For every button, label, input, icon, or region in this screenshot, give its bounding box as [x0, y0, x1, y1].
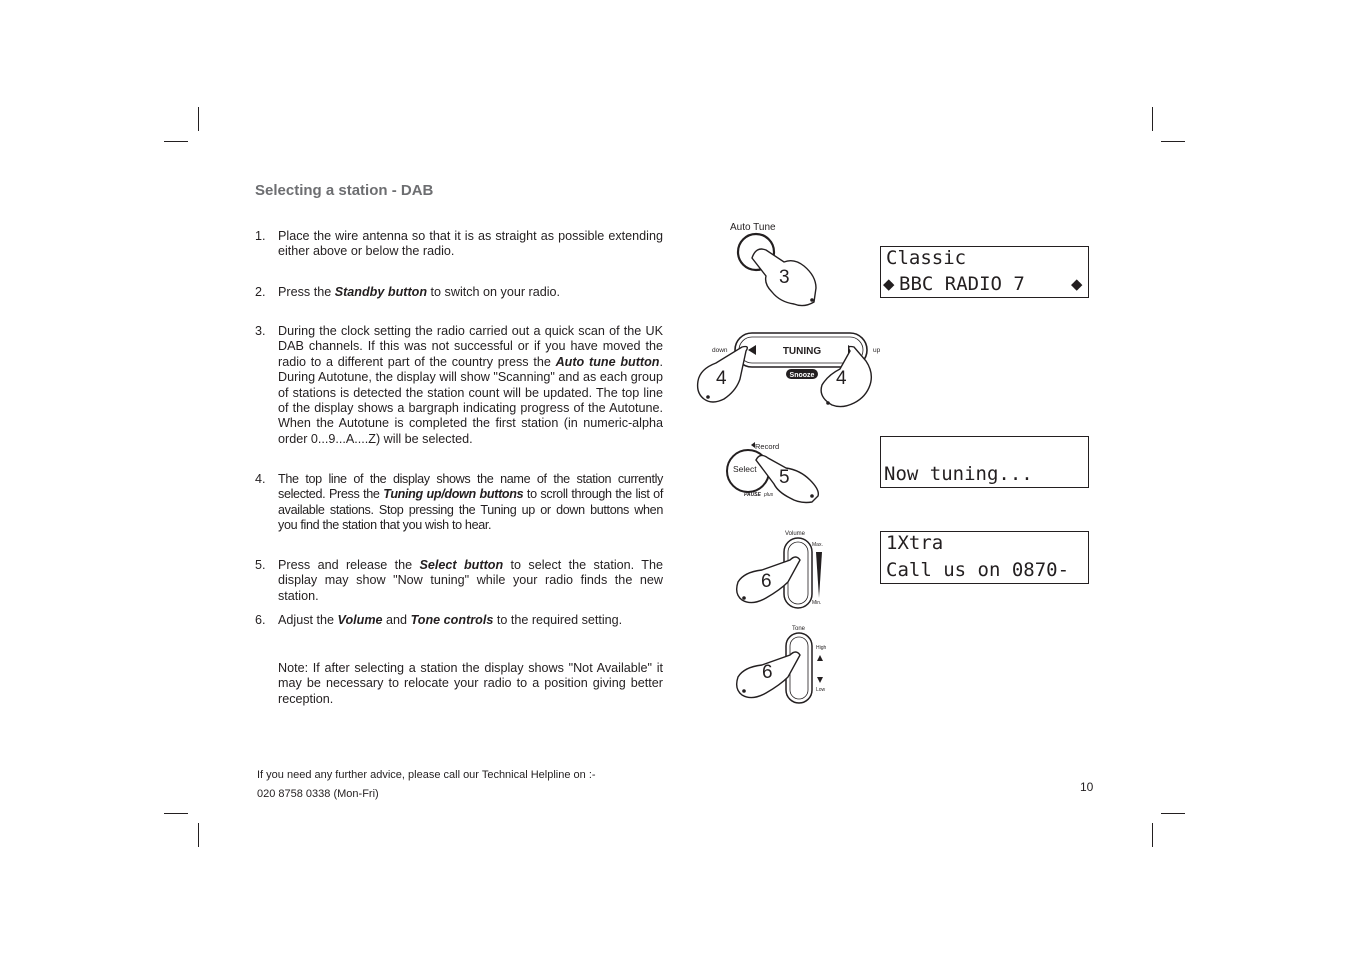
- step-text-segment: to the required setting.: [493, 613, 623, 627]
- step-callout: 4: [716, 368, 727, 389]
- step-text-segment: During the clock setting the radio carried out a quick scan of the UK DAB channels. If this was not successful or if you have moved the radio to a different part of the country press the: [278, 324, 663, 369]
- min-label: Min.: [812, 600, 822, 606]
- step-text: [278, 472, 663, 534]
- tone-illustration: [730, 621, 840, 705]
- step-callout: 6: [761, 571, 772, 592]
- crop-mark: [1152, 823, 1153, 847]
- step-callout: 5: [779, 467, 790, 488]
- control-name: Standby button: [334, 285, 428, 299]
- step-text-segment: and: [382, 613, 411, 627]
- tone-down-arrow-icon: [817, 677, 823, 683]
- step-callout: 4: [836, 368, 847, 389]
- tone-label: Tone: [792, 626, 806, 632]
- select-label: Select: [733, 464, 757, 474]
- tuning-illustration: [690, 325, 890, 415]
- page-title: Selecting a station - DAB: [255, 182, 434, 199]
- autotune-illustration: [720, 218, 860, 310]
- step-text-segment: to scroll through the list of available stations. Stop pressing the Tuning up or down buttons when you find the station that you wish to hear.: [278, 487, 663, 533]
- step-3: [255, 324, 663, 447]
- step-5: [255, 558, 663, 604]
- step-text: [278, 229, 663, 260]
- step-text: [278, 324, 663, 447]
- step-number: 5.: [255, 558, 266, 572]
- crop-mark: [1161, 141, 1185, 142]
- step-text-segment: Press and release the: [278, 558, 420, 572]
- tone-up-arrow-icon: [817, 655, 823, 661]
- volume-illustration: [730, 526, 840, 610]
- step-text-segment: to select the station. The display may show "Now tuning" while your radio finds the new station.: [278, 558, 664, 603]
- down-label: down: [712, 347, 728, 354]
- lcd-display-xtra: [880, 531, 1089, 584]
- control-name: Auto tune button: [555, 354, 660, 369]
- control-name: Tone controls: [410, 613, 494, 627]
- helpline-number: 020 8758 0338 (Mon-Fri): [257, 788, 379, 800]
- lcd-left-arrow-icon: ◆: [883, 273, 895, 295]
- step-text: [278, 285, 663, 300]
- helpline-text: If you need any further advice, please call our Technical Helpline on :-: [257, 769, 596, 781]
- volume-wedge-icon: [816, 552, 822, 598]
- crop-mark: [198, 823, 199, 847]
- lcd-line-2: BBC RADIO 7: [899, 273, 1025, 295]
- crop-mark: [1152, 107, 1153, 131]
- autotune-label: Auto Tune: [730, 222, 776, 233]
- step-1: [255, 229, 663, 260]
- low-label: Low: [816, 687, 826, 693]
- high-label: High: [816, 645, 827, 651]
- step-number: 6.: [255, 613, 266, 627]
- step-number: 2.: [255, 285, 266, 299]
- tuning-label: TUNING: [782, 346, 822, 357]
- step-text: [278, 558, 663, 604]
- lcd-line-2: Now tuning...: [884, 463, 1033, 485]
- up-label: up: [873, 347, 881, 354]
- crop-mark: [198, 107, 199, 131]
- lcd-line-1: 1Xtra: [886, 532, 944, 554]
- step-callout: 6: [762, 662, 773, 683]
- lcd-display-classic: [880, 246, 1089, 298]
- control-name: Volume: [337, 613, 383, 627]
- lcd-line-1: Classic: [886, 247, 967, 269]
- lcd-right-arrow-icon: ◆: [1071, 273, 1083, 295]
- step-text-segment: Adjust the: [278, 613, 338, 627]
- step-number: 3.: [255, 324, 266, 338]
- step-2: [255, 285, 663, 300]
- step-6: [255, 613, 663, 628]
- lcd-display-tuning: [880, 436, 1089, 488]
- page-number: 10: [1080, 780, 1094, 794]
- crop-mark: [1161, 813, 1185, 814]
- control-name: Tuning up/down buttons: [383, 487, 524, 502]
- snooze-label: Snooze: [789, 372, 815, 379]
- step-text-segment: The top line of the display shows the name of the station currently selected. Press the: [278, 472, 663, 502]
- step-text: [278, 613, 663, 628]
- step-text-segment: Press the: [278, 285, 335, 299]
- step-number: 1.: [255, 229, 266, 243]
- lcd-line-2: Call us on 0870-: [886, 559, 1070, 581]
- pause-plus-label: plus: [764, 492, 774, 498]
- volume-label: Volume: [785, 531, 806, 537]
- crop-mark: [164, 813, 188, 814]
- step-callout: 3: [779, 267, 790, 288]
- step-4: [255, 472, 663, 534]
- step-text-segment: Place the wire antenna so that it is as straight as possible extending either above or below the radio.: [278, 229, 663, 259]
- control-name: Select button: [419, 558, 504, 572]
- step-number: 4.: [255, 472, 266, 486]
- crop-mark: [164, 141, 188, 142]
- record-label: Record: [755, 442, 780, 451]
- max-label: Max.: [812, 542, 823, 548]
- note-text: Note: If after selecting a station the display shows "Not Available" it may be necessary to relocate your radio to a position giving better reception.: [278, 661, 663, 706]
- select-illustration: [720, 438, 840, 508]
- pause-label: PAUSE: [744, 492, 761, 498]
- step-text-segment: . During Autotune, the display will show "Scanning" and as each group of stations is detected the station count will be updated. The top line of the display shows a bargraph indicating progress of the Autotune. When the Autotune is completed the first station (in numeric-alpha order 0...9...A....Z) will be selected.: [278, 354, 663, 446]
- step-text-segment: to switch on your radio.: [427, 285, 561, 299]
